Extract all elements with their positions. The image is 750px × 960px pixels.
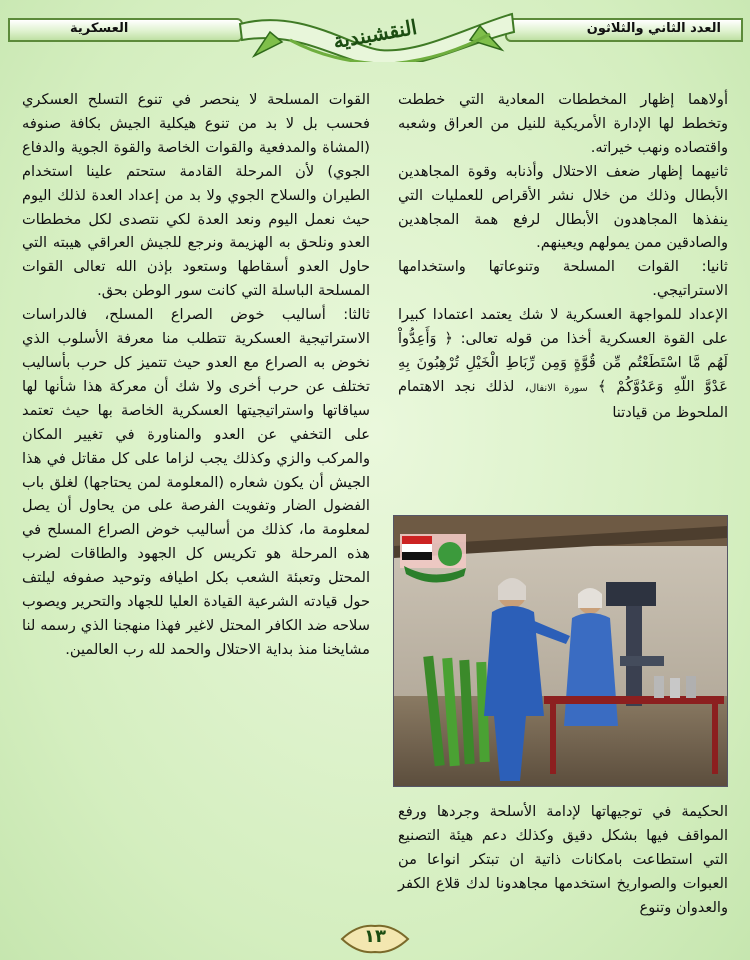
left-column [22, 88, 370, 662]
issue-title: العدد الثاني والثلاثون [586, 21, 721, 36]
quran-verse: ﴿ وَأَعِدُّواْ لَهُم مَّا اسْتَطَعْتُم مِّن قُوَّةٍ وَمِن رِّبَاطِ الْخَيْلِ تُرْهِبُونَ بِهِ عَدْوَّ اللّهِ وَعَدُوَّكُمْ ﴾ [398, 330, 728, 395]
paragraph: ثالثا: أساليب خوض الصراع المسلح، فالدراسات الاستراتيجية العسكرية تتطلب منا معرفة الأسلوب الذي نخوض به الصراع مع العدو حيث تتميز كل حرب بأساليب تختلف عن حرب أخرى ولا شك أن معركة هذا شأنها لها سياقاتها واستراتيجيتها العسكرية الخاصة بها حيث تعتمد على التخفي عن العدو والمناورة في تغيير المكان والمركب والزي وكذلك يجب لزاما على كل مقاتل في هذا الجيش أن يكون شعاره (المعلومة لمن يحتاجها) لغلق باب الفضول الضار وتفويت الفرصة على من يحاول أن يصل لمعلومة ما، كذلك من أساليب خوض الصراع المسلح في هذه المرحلة هو تكريس كل الجهود والطاقات لضرب المحتل وتعبئة الشعب بكل اطيافه وتوحيد صفوفه ليلتف حول قيادته الشرعية القيادة العليا للجهاد والتحرير ويصوب سلاحه ضد الكافر المحتل لاغير فهذا منهجنا الذي رسمه لنا مشايخنا منذ بداية الاحتلال والحمد لله رب العالمين. [22, 306, 370, 658]
paragraph [398, 303, 728, 425]
paragraph-end: ، لذلك نجد الاهتمام الملحوظ من قيادتنا [398, 377, 728, 421]
page-number: ١٣ [364, 926, 386, 947]
paragraph: ثانيا: القوات المسلحة وتنوعاتها واستخدامها الاستراتيجي. [398, 258, 728, 300]
paragraph: ثانيهما إظهار ضعف الاحتلال وأذنابه وقوة المجاهدين الأبطال وذلك من خلال نشر الأقراص للعمليات التي ينفذها المجاهدون الأبطال لرفع همة المجاهدين والصادقين ممن يمولهم ويعينهم. [398, 162, 728, 252]
section-title: العسكرية [70, 21, 129, 36]
paragraph-intro: الإعداد للمواجهة العسكرية لا شك يعتمد اعتمادا كبيرا على القوة العسكرية أخذا من قوله تعالى: [398, 306, 728, 348]
paragraph: القوات المسلحة لا ينحصر في تنوع التسلح العسكري فحسب بل لا بد من تنوع هيكلية الجيش بكافة صنوفه (المشاة والمدفعية والقوات الخاصة والقوة الجوية والدفاع الجوي) لأن المرحلة القادمة ستحتم علينا استخدام الطيران والسلاح الجوي ولا بد من إعداد العدة لذلك اليوم حيث نعمل اليوم ونعد العدة لكي نتصدى لكل مخططات العدو ونلحق به الهزيمة ونرجع للجيش العراقي هيبته التي حاول العدو أسقاطها وستعود بإذن الله تعالى القوات المسلحة الباسلة التي كانت سور الوطن بحق. [22, 91, 370, 300]
right-column [398, 88, 728, 425]
section-ribbon [8, 18, 243, 42]
paragraph: الحكيمة في توجيهاتها لإدامة الأسلحة وجردها ورفع المواقف فيها بشكل دقيق وكذلك دعم هيئة التصنيع التي استطاعت بامكانات ذاتية ان تبتكر انواعا من العبوات والصواريخ استخدمها مجاهدونا لدك قلاع الكفر والعدوان وتنوع [398, 803, 728, 916]
surah-reference: سورة الانفال [529, 382, 588, 394]
workshop-photo [393, 515, 728, 787]
right-column-continued [398, 800, 728, 920]
paragraph: أولاهما إظهار المخططات المعادية التي خططت وتخطط لها الإدارة الأمريكية للنيل من العراق وشعبه واقتصاده ونهب خيراته. [398, 91, 728, 156]
page-number-badge [338, 922, 412, 956]
issue-ribbon [505, 18, 743, 42]
magazine-brand: النقشبندية [331, 14, 419, 54]
